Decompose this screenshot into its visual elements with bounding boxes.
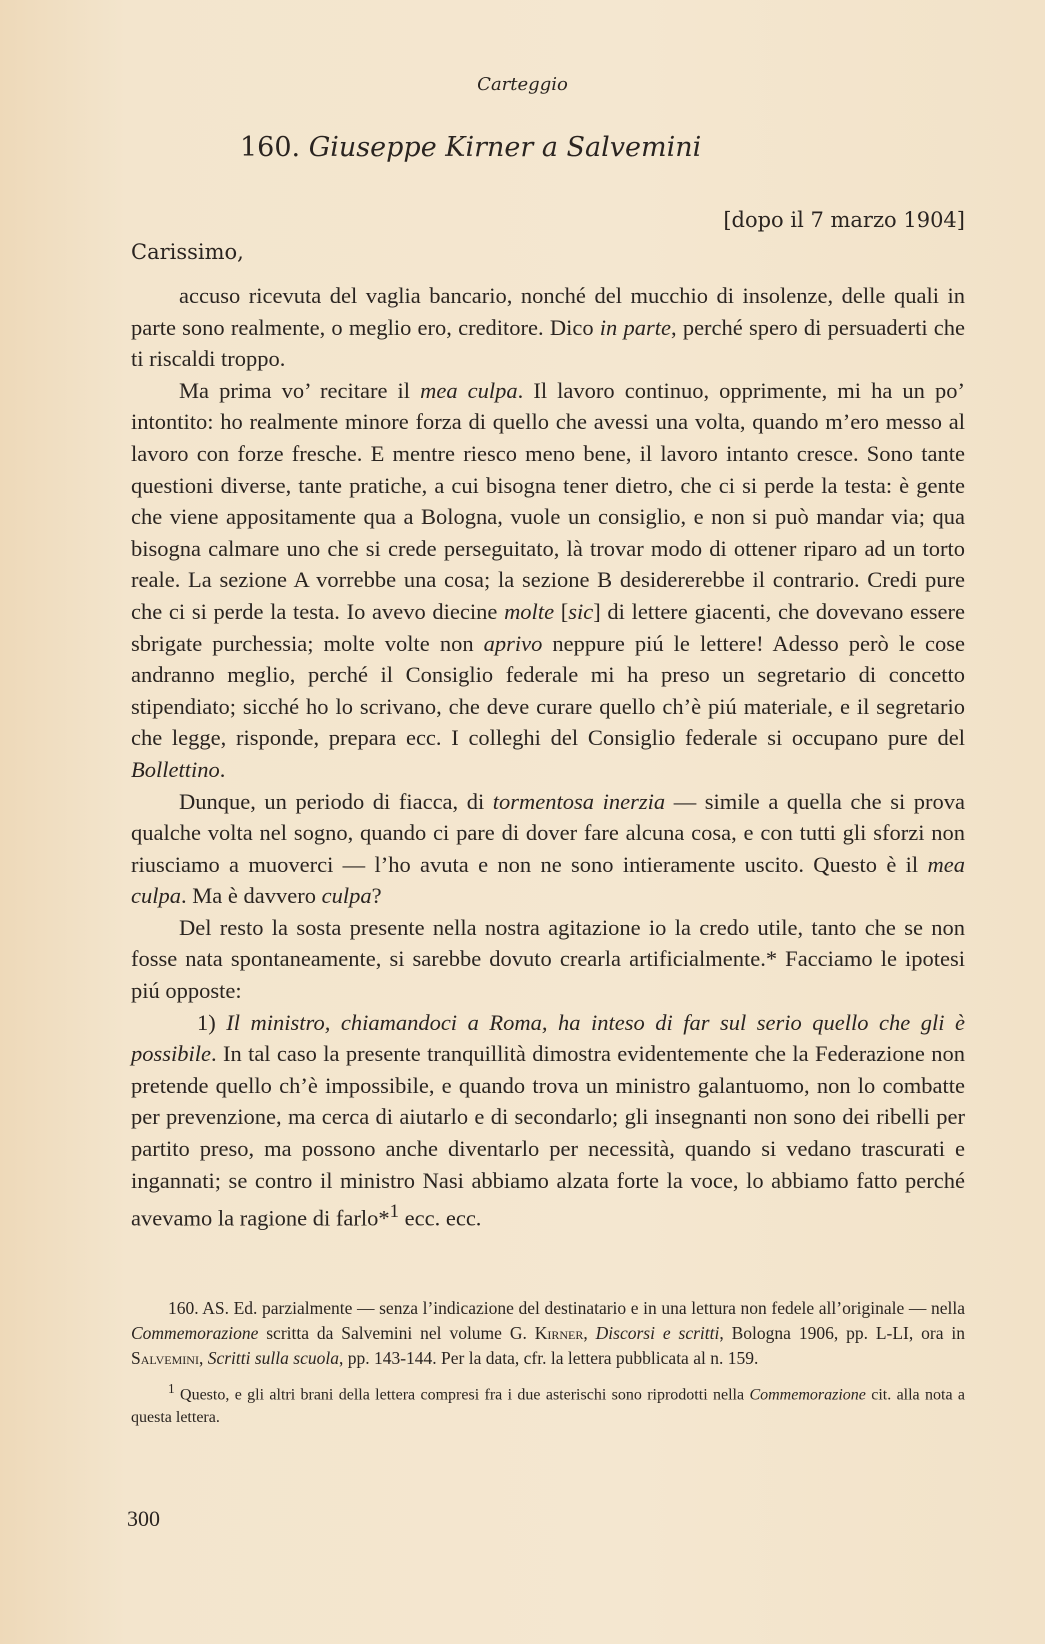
letter-title-text: Giuseppe Kirner a Salvemini	[308, 132, 702, 163]
salutation: Carissimo,	[131, 240, 244, 264]
letter-body	[131, 280, 965, 1234]
paragraph-4: Del resto la sosta presente nella nostra agitazione io la credo utile, tanto che se non fosse nata spontaneamente, si sarebbe dovuto crearla artificialmente.* Facciamo le ipotesi piú opposte:	[131, 914, 965, 1004]
footnote-1: $^1$ Questo, e gli altri brani della lettera compresi fra i due asterischi sono riprodotti nella Commemorazione cit. alla nota a questa lettera.	[131, 1381, 966, 1427]
footnote-160: 160. AS. Ed. parzialmente — senza l’indicazione del destinatario e in una lettura non fedele all’originale — nella Commemorazione scritta da Salvemini nel volume G. Kirner, Discorsi e scritti, Bologna 1906, pp. L-LI, ora in Salvemini, Scritti sulla scuola, pp. 143-144. Per la data, cfr. la lettera pubblicata al n. 159.	[131, 1298, 966, 1368]
paragraph-2: Ma prima vo’ recitare il mea culpa. Il lavoro continuo, opprimente, mi ha un po’ intontito: ho realmente minore forza di quello che avessi una volta, quando m’ero messo al lavoro con forze fresche. E mentre riesco meno bene, il lavoro intanto cresce. Sono tante questioni diverse, tante pratiche, a cui bisogna tener dietro, che ci si perde la testa: è gente che viene appositamente qua a Bologna, vuole un consiglio, e non si può mandar via; qua bisogna calmare uno che si crede perseguitato, là trovar modo di ottener riparo ad un torto reale. La sezione A vorrebbe una cosa; la sezione B desidererebbe il contrario. Credi pure che ci si perde la testa. Io avevo diecine molte [sic] di lettere giacenti, che dovevano essere sbrigate purchessia; molte volte non aprivo neppure piú le lettere! Adesso però le cose andranno meglio, perché il Consiglio federale mi ha preso un segretario di concetto stipendiato; sicché ho lo scrivano, che deve curare quello ch’è piú materiale, e il segretario che legge, risponde, prepara ecc. I colleghi del Consiglio federale si occupano pure del Bollettino.	[131, 377, 966, 782]
footnote-ref: 1	[389, 1201, 400, 1223]
running-head: Carteggio	[477, 74, 568, 95]
paragraph-5: 1) Il ministro, chiamandoci a Roma, ha inteso di far sul serio quello che gli è possibile. In tal caso la presente tranquillità dimostra evidentemente che la Federazione non pretende quello ch’è impossibile, e quando trova un ministro galantuomo, non lo combatte per prevenzione, ma cerca di aiutarlo e di secondarlo; gli insegnanti non sono dei ribelli per partito preso, ma possono anche diventarlo per necessità, quando si vedano trascurati e ingannati; se contro il ministro Nasi abbiamo alzata forte la voce, lo abbiamo fatto perché avevamo la ragione di farlo*$^1$ ecc. ecc.	[131, 1009, 965, 1231]
paragraph-1: accuso ricevuta del vaglia bancario, nonché del mucchio di insolenze, delle quali in parte sono realmente, o meglio ero, creditore. Dico in parte, perché spero di persuaderti che ti riscaldi troppo.	[131, 283, 965, 372]
footnotes	[131, 1296, 965, 1429]
letter-title	[240, 132, 701, 163]
letter-date: [dopo il 7 marzo 1904]	[723, 208, 965, 232]
paragraph-3: Dunque, un periodo di fiacca, di tormentosa inerzia — simile a quella che si prova qualche volta nel sogno, quando ci pare di dover fare alcuna cosa, e con tutti gli sforzi non riusciamo a muoverci — l’ho avuta e non ne sono intieramente uscito. Questo è il mea culpa. Ma è davvero culpa?	[131, 788, 965, 909]
letter-number: 160.	[240, 132, 301, 163]
page-number: 300	[127, 1506, 160, 1531]
